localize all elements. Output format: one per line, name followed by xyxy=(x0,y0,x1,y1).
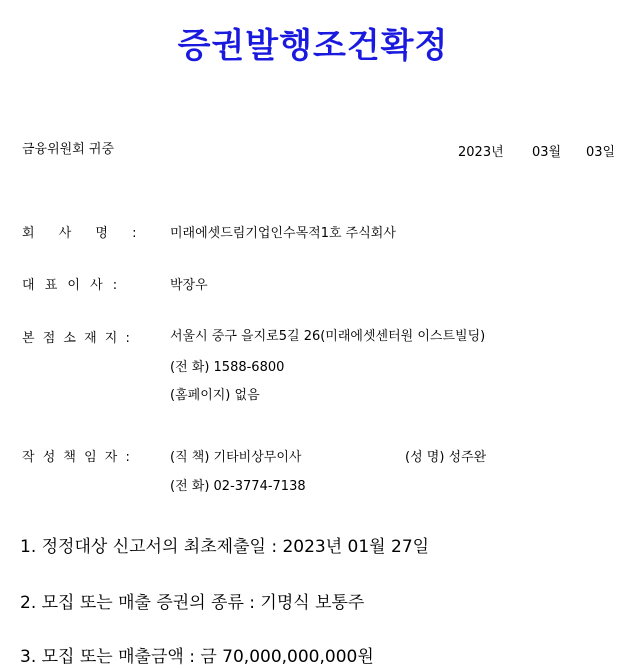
address-phone: (전 화) 1588-6800 xyxy=(170,360,285,375)
ceo-label: 대 표 이 사 : xyxy=(22,278,118,293)
date-day: 03일 xyxy=(586,145,616,160)
writer-label: 작 성 책 임 자 : xyxy=(22,450,130,465)
company-name-label: 회 사 명 : xyxy=(22,226,137,241)
writer-position: (직 책) 기타비상무이사 xyxy=(170,450,302,465)
company-name-value: 미래에셋드림기업인수목적1호 주식회사 xyxy=(170,226,396,241)
date-month: 03월 xyxy=(532,145,562,160)
address-label: 본 점 소 재 지 : xyxy=(22,331,130,346)
item-1: 1. 정정대상 신고서의 최초제출일 : 2023년 01월 27일 xyxy=(20,537,430,557)
item-2: 2. 모집 또는 매출 증권의 종류 : 기명식 보통주 xyxy=(20,593,365,613)
writer-phone: (전 화) 02-3774-7138 xyxy=(170,479,306,494)
date-year: 2023년 xyxy=(458,145,504,160)
writer-name: (성 명) 성주완 xyxy=(405,450,487,465)
page-title: 증권발행조건확정 xyxy=(177,26,449,66)
address-homepage: (홈페이지) 없음 xyxy=(170,388,260,403)
recipient: 금융위원회 귀중 xyxy=(22,142,115,157)
ceo-value: 박장우 xyxy=(170,278,208,293)
item-3: 3. 모집 또는 매출금액 : 금 70,000,000,000원 xyxy=(20,647,374,667)
address-value: 서울시 중구 을지로5길 26(미래에셋센터원 이스트빌딩) xyxy=(170,329,486,344)
